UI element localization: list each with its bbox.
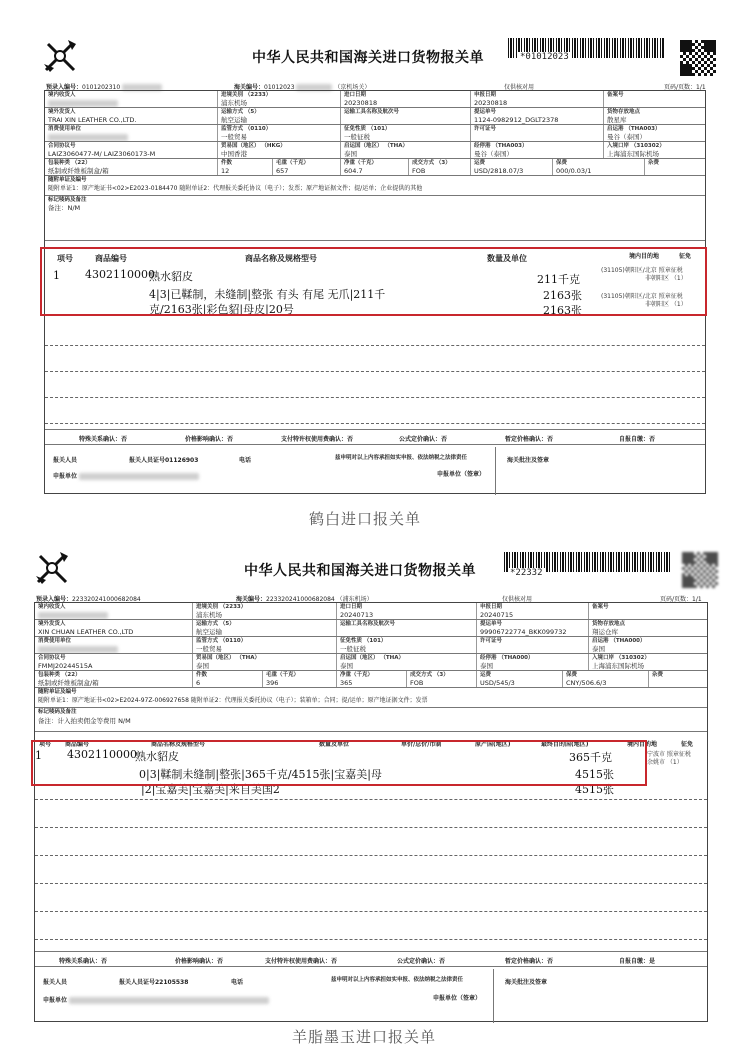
pre-entry-number: 预录入编号：0101202310 <box>46 82 162 91</box>
item-spec-line-2: |2|宝嘉美|宝嘉美|来自美国2 <box>141 783 280 796</box>
item-spec-line-1: 4|3|已鞣制，未缝制|整张 有头 有尾 无爪|211千 <box>149 288 386 301</box>
insurance-cell: 保费 CNY/506.6/3 <box>563 671 649 687</box>
col-header-unit-price: 单价/总价/币制 <box>401 741 442 748</box>
page-count: 页码/页数：1/1 <box>664 84 706 91</box>
col-header-code: 商品编号 <box>65 741 90 748</box>
footer-divider <box>495 447 496 495</box>
item-no: 1 <box>35 749 42 762</box>
formula-price: 公式定价确认：否 <box>397 958 446 965</box>
item-name: 熟水貂皮 <box>135 750 179 763</box>
verify-only-label: 仅供核对用 <box>502 596 533 603</box>
entry-gate-cell: 入境口岸 （310302） 上海浦东国际机场 <box>592 655 650 670</box>
import-date-cell: 进口日期 20240713 <box>337 603 477 619</box>
remarks-value: 备注：计入拍卖佣金等费用 N/M <box>38 717 131 725</box>
col-header-code: 商品编号 <box>95 254 127 263</box>
declare-date-cell: 申报日期 20240715 <box>477 603 589 619</box>
transport-mode-cell: 运输方式 （5） 航空运输 <box>218 108 341 124</box>
item-divider <box>35 855 707 856</box>
item-dest-3: (31105)朝阳区/北京 照章征税 <box>601 293 683 300</box>
origin-country-cell: 启运国（地区） （THA） 泰国 <box>337 654 477 670</box>
consignee-cell: 境内收货人 <box>45 91 218 107</box>
header-row-4 <box>45 142 705 159</box>
verify-only-label: 仅供核对用 <box>504 84 535 91</box>
item-code: 4302110000 <box>67 748 137 761</box>
confirm-row <box>45 429 705 445</box>
item-qty-1: 365千克 <box>569 751 612 764</box>
declare-unit: 申报单位 <box>43 995 269 1004</box>
header-row-1 <box>35 603 707 620</box>
highlight-box <box>40 247 707 316</box>
entry-gate-cell: 入境口岸 （310302） 上海浦东国际机场 <box>607 143 665 158</box>
declare-unit: 申报单位 <box>53 471 199 480</box>
net-weight-cell: 净重（千克） 604.7 <box>341 159 409 175</box>
departure-port-cell: 启运港 （THA003） 曼谷（泰国） <box>607 126 661 141</box>
item-spec-line-2: 克/2163张|彩色貂|母皮|20号 <box>149 303 294 316</box>
header-row-3 <box>35 637 707 654</box>
freight-cell: 运费 USD/545/3 <box>477 671 563 687</box>
qr-code-icon <box>682 552 718 588</box>
col-header-origin: 原产国(地区) <box>475 741 511 748</box>
special-relation: 特殊关系确认：否 <box>79 436 128 443</box>
trade-country-cell: 贸易国（地区） （HKG） 中国香港 <box>218 142 341 158</box>
remarks-row <box>45 196 705 241</box>
royalty-confirm: 支付特许权使用费确认：否 <box>265 958 338 965</box>
customs-note: 海关批注及签章 <box>507 457 550 464</box>
col-header-no: 项号 <box>57 254 73 263</box>
declare-seal: 申报单位（签章） <box>433 995 482 1002</box>
consumer-cell: 消费使用单位 <box>35 637 193 653</box>
record-no-cell: 备案号 <box>592 604 609 610</box>
col-header-dest: 境内目的地 <box>629 253 660 260</box>
contract-cell: 合同协议号 FMMJ20244515A <box>35 654 193 670</box>
confirm-row <box>35 951 707 967</box>
self-pay: 自报自缴：否 <box>619 436 656 443</box>
customs-emblem-icon <box>42 38 78 74</box>
vessel-cell: 运输工具名称及航次号 <box>341 108 471 124</box>
header-row-3 <box>45 125 705 142</box>
item-divider <box>45 423 705 424</box>
item-divider <box>35 939 707 940</box>
item-qty-1: 211千克 <box>537 273 580 286</box>
misc-fee-cell: 杂费 <box>652 672 664 678</box>
statement: 兹申明对以上内容承担如实申报、依法纳税之法律责任 <box>335 455 468 461</box>
form-title: 中华人民共和国海关进口货物报关单 <box>252 50 484 66</box>
levy-nature-cell: 征免性质 （101） 一般征税 <box>337 637 477 653</box>
consumer-cell: 消费使用单位 <box>45 125 218 141</box>
gross-weight-cell: 毛重（千克） 657 <box>273 159 341 175</box>
declarer-cert: 报关人员证号22105538 <box>119 979 189 986</box>
record-no-cell: 备案号 <box>607 92 624 98</box>
col-header-dest: 境内目的地 <box>627 741 658 748</box>
special-relation: 特殊关系确认：否 <box>59 958 108 965</box>
form-caption: 鹤白进口报关单 <box>309 510 422 528</box>
provisional-price: 暂定价格确认：否 <box>505 958 554 965</box>
docs-value: 随附单证1：原产地证书<02>E2023-0184470 随附单证2：代理报关委托协议（电子）；发票；原产地证据文件；提/运单；企业提供的其他 <box>48 185 423 192</box>
formula-price: 公式定价确认：否 <box>399 436 448 443</box>
item-dest-2: 非朝阳区 （1） <box>645 275 687 282</box>
misc-fee-cell: 杂费 <box>648 160 660 166</box>
item-qty-3: 4515张 <box>575 783 614 796</box>
col-header-qty: 数量及单位 <box>487 254 527 263</box>
item-dest-1: (31105)朝阳区/北京 照章征税 <box>601 267 683 274</box>
provisional-price: 暂定价格确认：否 <box>505 436 554 443</box>
col-header-name: 商品名称及规格型号 <box>151 741 206 748</box>
transport-mode-cell: 运输方式 （5） 航空运输 <box>193 620 337 636</box>
docs-label: 随附单证及编号 <box>38 689 77 695</box>
attached-docs-row <box>35 688 707 708</box>
item-qty-2: 4515张 <box>575 768 614 781</box>
qr-code-icon <box>680 40 716 76</box>
header-row-5 <box>35 671 707 688</box>
item-dest-2: 余姚市 （1） <box>647 759 683 766</box>
col-header-final: 最终目的国(地区) <box>541 741 589 748</box>
col-header-tax: 征免 <box>679 253 692 260</box>
supervision-cell: 监管方式 （0110） 一般贸易 <box>193 637 337 653</box>
header-row-4 <box>35 654 707 671</box>
royalty-confirm: 支付特许权使用费确认：否 <box>281 436 354 443</box>
item-qty-3: 2163张 <box>543 304 582 317</box>
remarks-label: 标记唛码及备注 <box>38 709 77 715</box>
highlight-box <box>31 740 647 786</box>
item-divider <box>35 827 707 828</box>
phone-label: 电话 <box>231 979 244 986</box>
license-cell: 许可证号 <box>477 637 589 653</box>
freight-cell: 运费 USD/2818.07/3 <box>471 159 553 175</box>
levy-nature-cell: 征免性质 （101） 一般征税 <box>341 125 471 141</box>
form-caption: 羊脂墨玉进口报关单 <box>292 1028 437 1046</box>
contract-cell: 合同协议号 LAIZ3060477-M/ LAIZ3060173-M <box>45 142 218 158</box>
item-dest-1: 宁波市 照章征税 <box>647 751 691 758</box>
self-pay: 自报自缴：是 <box>619 958 656 965</box>
item-no: 1 <box>53 269 60 282</box>
net-weight-cell: 净重（千克） 365 <box>337 671 407 687</box>
customs-emblem-icon <box>34 550 70 586</box>
item-divider <box>35 883 707 884</box>
barcode-number: *01012023 <box>520 52 569 62</box>
item-divider <box>45 397 705 398</box>
header-row-1 <box>45 91 705 108</box>
item-dest-4: 非朝阳区 （1） <box>645 301 687 308</box>
shipper-cell: 境外发货人 TRAI XIN LEATHER CO.,LTD. <box>45 108 218 124</box>
bill-of-lading-cell: 提运单号 1124-0982912_DGLT2378 <box>471 108 604 124</box>
item-divider <box>45 371 705 372</box>
package-type-cell: 包装种类 （22） 纸制或纤维板制盒/箱 <box>45 159 218 175</box>
declarer-label: 报关人员 <box>43 979 68 986</box>
item-spec-line-1: 0|3|鞣制未缝制|整张|365千克/4515张|宝嘉美|母 <box>139 768 382 781</box>
transit-port-cell: 经停港 （THA000） 泰国 <box>477 654 589 670</box>
price-impact: 价格影响确认：否 <box>175 958 224 965</box>
package-type-cell: 包装种类 （22） 纸制或纤维板制盒/箱 <box>35 671 193 687</box>
item-name: 熟水貂皮 <box>149 270 193 283</box>
col-header-qty: 数量及单位 <box>319 741 350 748</box>
customs-number: 海关编号：223320241000682084 （浦东机场） <box>236 596 373 603</box>
pre-entry-number: 预录入编号：223320241000682084 <box>36 596 141 603</box>
storage-cell: 货物存放地点 翔运仓库 <box>592 621 626 636</box>
header-row-2 <box>45 108 705 125</box>
item-divider <box>35 799 707 800</box>
customs-number: 海关编号：01012023 （京机场关） <box>234 84 371 91</box>
header-row-2 <box>35 620 707 637</box>
col-header-no: 项号 <box>39 741 52 748</box>
declarer-cert: 报关人员证号01126903 <box>129 457 199 464</box>
departure-port-cell: 启运港 （THA000） 泰国 <box>592 638 646 653</box>
storage-cell: 货物存放地点 散星库 <box>607 109 641 124</box>
attached-docs-row <box>45 176 705 196</box>
phone-label: 电话 <box>239 457 252 464</box>
trade-country-cell: 贸易国（地区） （THA） 泰国 <box>193 654 337 670</box>
docs-value: 随附单证1：原产地证书<02>E2024-97Z-006927658 随附单证2：代理报关委托协议（电子）；装箱单；合同；提/运单；原产地证据文件；发票 <box>38 697 428 704</box>
import-date-cell: 进口日期 20230818 <box>341 91 471 107</box>
bill-of-lading-cell: 提运单号 99906722774_BKK099732 <box>477 620 589 636</box>
header-row-5 <box>45 159 705 176</box>
license-cell: 许可证号 <box>471 125 604 141</box>
item-code: 4302110000 <box>85 268 155 281</box>
pieces-cell: 件数 12 <box>218 159 273 175</box>
statement: 兹申明对以上内容承担如实申报、依法纳税之法律责任 <box>331 977 464 983</box>
entry-port-cell: 进境关别 （2233） 浦东机场 <box>193 603 337 619</box>
entry-port-cell: 进境关别 （2233） 浦东机场 <box>218 91 341 107</box>
form-grid <box>34 602 708 1022</box>
insurance-cell: 保费 000/0.03/1 <box>553 159 645 175</box>
col-header-name: 商品名称及规格型号 <box>245 254 317 263</box>
page-count: 页码/页数：1/1 <box>660 596 702 603</box>
shipper-cell: 境外发货人 XIN CHUAN LEATHER CO.,LTD <box>35 620 193 636</box>
consignee-cell: 境内收货人 <box>35 603 193 619</box>
gross-weight-cell: 毛重（千克） 396 <box>263 671 337 687</box>
declare-date-cell: 申报日期 20230818 <box>471 91 604 107</box>
item-qty-2: 2163张 <box>543 289 582 302</box>
declaration-form-2 <box>0 540 750 1046</box>
item-divider <box>35 911 707 912</box>
barcode-number: *22332 <box>510 568 543 578</box>
declare-seal: 申报单位（签章） <box>437 471 486 478</box>
origin-country-cell: 启运国（地区） （THA） 泰国 <box>341 142 471 158</box>
customs-note: 海关批注及签章 <box>505 979 548 986</box>
declarer-label: 报关人员 <box>53 457 78 464</box>
form-title: 中华人民共和国海关进口货物报关单 <box>244 563 476 579</box>
supervision-cell: 监管方式 （0110） 一般贸易 <box>218 125 341 141</box>
footer-divider <box>493 969 494 1023</box>
remarks-label: 标记唛码及备注 <box>48 197 87 203</box>
remarks-row <box>35 708 707 732</box>
item-divider <box>45 345 705 346</box>
col-header-tax: 征免 <box>681 741 694 748</box>
deal-mode-cell: 成交方式 （3） FOB <box>409 159 471 175</box>
vessel-cell: 运输工具名称及航次号 <box>337 620 477 636</box>
pieces-cell: 件数 6 <box>193 671 263 687</box>
remarks-value: 备注：N/M <box>48 204 81 212</box>
deal-mode-cell: 成交方式 （3） FOB <box>407 671 477 687</box>
price-impact: 价格影响确认：否 <box>185 436 234 443</box>
transit-port-cell: 经停港 （THA003） 曼谷（泰国） <box>471 142 604 158</box>
docs-label: 随附单证及编号 <box>48 177 87 183</box>
